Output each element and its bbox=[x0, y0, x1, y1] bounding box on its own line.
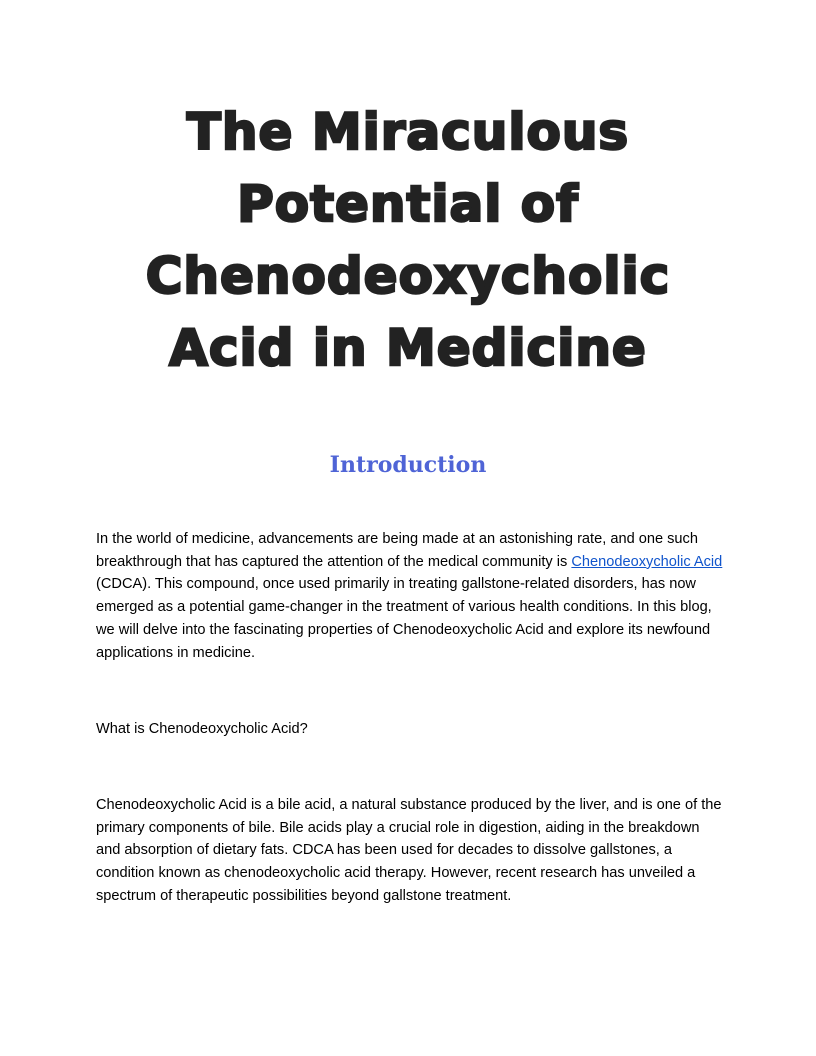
intro-text-before-link: In the world of medicine, advancements are being made at an astonishing rate, and one such breakthrough that has captured the attention of the medical community is bbox=[96, 531, 698, 570]
section-question: What is Chenodeoxycholic Acid? bbox=[96, 721, 308, 737]
chenodeoxycholic-acid-link[interactable]: Chenodeoxycholic Acid bbox=[571, 553, 723, 570]
introduction-heading: Introduction bbox=[329, 452, 487, 478]
page-title: The Miraculous Potential of Chenodeoxycholic Acid in Medicine bbox=[145, 103, 671, 377]
intro-text-after-link: (CDCA). This compound, once used primarily in treating gallstone-related disorders, has now emerged as a potential game-changer in the treatment of various health conditions. In this blog, we will delve into the fascinating properties of Chenodeoxycholic Acid and explore its newfound applications in medicine. bbox=[96, 576, 712, 661]
intro-paragraph bbox=[96, 528, 726, 664]
body-paragraph: Chenodeoxycholic Acid is a bile acid, a natural substance produced by the liver, and is one of the primary components of bile. Bile acids play a crucial role in digestion, aiding in the breakdown and absorption of dietary fats. CDCA has been used for decades to dissolve gallstones, a condition known as chenodeoxycholic acid therapy. However, recent research has unveiled a spectrum of therapeutic possibilities beyond gallstone treatment. bbox=[96, 797, 722, 904]
